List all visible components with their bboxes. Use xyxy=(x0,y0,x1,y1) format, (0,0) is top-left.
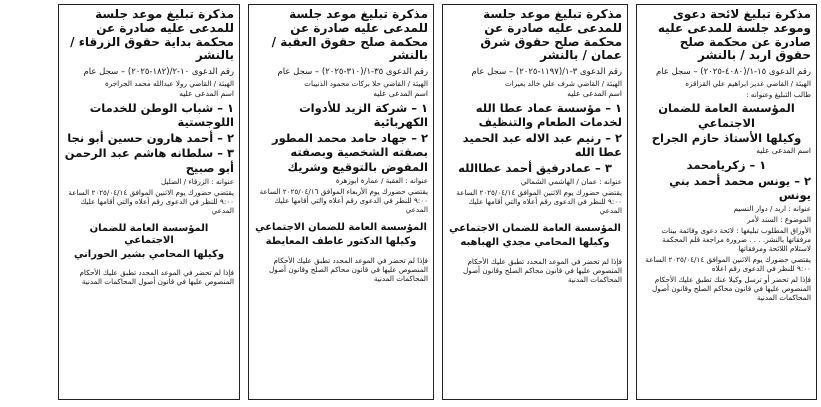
defendant-item: ١ – مؤسسة عماد عطا الله لخدمات الطعام والتنظيف xyxy=(475,101,622,130)
requester-label: طالب التبليغ وعنوانه : xyxy=(746,90,811,100)
notice-zarqa xyxy=(58,4,240,400)
case-number: رقم الدعوى ١٥-١/(٤٠٨٠-٢٠٢٥) – سجل عام xyxy=(655,67,811,78)
judge: الهيئة / القاضي رولا عبدالله محمد الجراجرة xyxy=(105,79,234,89)
notice-east-amman xyxy=(442,4,628,400)
subject: الموضوع : السند لأمر xyxy=(747,215,811,225)
appearance-text: يقتضي حضورك يوم الاثنين الموافق ٢٠٢٥/٠٤/١٤ الساعة ٩:٠٠ للنظر في الدعوى رقم أعلاه والتي أقامها عليك المدعي xyxy=(68,187,234,215)
defendant-label: اسم المدعى عليه xyxy=(179,89,234,99)
defendant-item: ٢ – أحمد هارون حسين أبو نجا xyxy=(67,130,234,145)
address: عنوانه : العقبة / عمارة ابوزهرة xyxy=(335,175,428,185)
footer-text: فإذا لم تحضر في الموعد المحدد تطبق عليك الأحكام المنصوص عليها في قانون محاكم الصلح وقانون أصول المحاكمات المدنية xyxy=(269,255,428,283)
address: عنوانه : عمان / الهاشمي الشمالي xyxy=(520,176,622,186)
defendant-item: ٢ – يونس محمد أحمد بني يونس xyxy=(669,173,811,202)
appearance-text: يقتضي حضورك يوم الاثنين الموافق ٢٠٢٥/٠٤/١٤ الساعة ٩:٠٠ للنظر في الدعوى رقم اعلاه xyxy=(645,255,811,274)
case-number: رقم الدعوى ١٠-٢/(١٨٢-٢٠٢٥) – سجل عام xyxy=(83,67,234,78)
plaintiff-name: المؤسسة العامة للضمان الاجتماعي xyxy=(255,221,427,233)
case-number: رقم الدعوى ٣٥-١/(٣١٠-٢٠٢٥) – سجل عام xyxy=(277,67,428,78)
footer-text: فإذا لم تحضر أو ترسل وكيلا عنك تطبق عليك الأحكام المنصوص عليها في قانون محاكم الصلح وقانون أصول المحاكمات المدنية xyxy=(652,275,811,303)
footer-text: فإذا لم تحضر في الموعد المحدد تطبق عليك الأحكام المنصوص عليها في قانون محاكم الصلح وقانون أصول المحاكمات المدنية xyxy=(463,256,622,284)
plaintiff-rep: وكيلها المحامي مجدي الهباهبه xyxy=(460,236,610,248)
notice-title: مذكرة تبليغ موعد جلسة للمدعى عليه صادرة عن محكمة بداية حقوق الزرقاء / بالنشر xyxy=(70,7,234,63)
defendant-item: ٢ – رنيم عبد الاله عبد الحميد عطا الله xyxy=(462,130,622,160)
plaintiff-name: المؤسسة العامة للضمان الاجتماعي xyxy=(449,222,621,234)
defendant-item: ٣ – عمادرفيق أحمد عطاالله xyxy=(458,160,612,175)
judge: الهيئة / القاضي حلا بركات محمود الذنيبات xyxy=(304,79,428,89)
defendant-item: ١ – شركة الزيد للأدوات الكهربائية xyxy=(299,101,428,130)
defendant-item: ١ – شباب الوطن للخدمات اللوجستية xyxy=(89,101,234,130)
documents: الأوراق المطلوب تبليغها : لائحة دعوى وقائمة بينات مرفقاتها بالنشر. . . . ضرورة مراجعة قلم المحكمة لاستلام اللائحة ومرفقاتها xyxy=(661,226,811,254)
defendant-label: اسم المدعى عليه xyxy=(373,89,428,99)
requester-name: المؤسسة العامة للضمان الاجتماعي xyxy=(658,101,795,130)
case-number: رقم الدعوى ٣-١/(١١٩٧-٢٠٢٥) – سجل عام xyxy=(471,67,622,78)
defendant-label: اسم المدعى عليه xyxy=(567,89,622,99)
defendant-item: ٢ – جهاد حامد محمد المطور بصفته الشخصية وبصفته المفوض بالتوقيع وشريك xyxy=(271,130,428,174)
requester-rep: وكيلها الأستاذ حازم الجراح xyxy=(651,130,802,145)
plaintiff-name: المؤسسة العامة للضمان الاجتماعي xyxy=(89,222,209,246)
address: عنوانه : الزرقاء / الضليل xyxy=(160,176,234,186)
notice-title: مذكرة تبليغ لائحة دعوى وموعد جلسة للمدعى عليه صادرة عن محكمة صلح حقوق اربد / بالنشر xyxy=(657,7,811,63)
notice-title: مذكرة تبليغ موعد جلسة للمدعى عليه صادرة عن محكمة صلح حقوق شرق عمان / بالنشر xyxy=(480,7,622,63)
address: عنوانه : اربد / دوار النسيم xyxy=(733,204,811,214)
notice-title: مذكرة تبليغ موعد جلسة للمدعى عليه صادرة عن محكمة صلح حقوق العقبة / بالنشر xyxy=(271,7,428,63)
footer-text: فإذا لم تحضر في الموعد المحدد تطبق عليك الأحكام المنصوص عليها في قانون أصول المحاكمات المدنية xyxy=(79,268,234,287)
appearance-text: يقتضي حضورك يوم الأربعاء الموافق ٢٠٢٥/٠٤/١٦ الساعة ٩:٠٠ للنظر في الدعوى رقم أعلاه والتي أقامها عليك المدعي xyxy=(259,186,428,214)
plaintiff-rep: وكيلها الدكتور عاطف المعايطة xyxy=(265,235,417,247)
notice-irbid xyxy=(636,4,817,400)
appearance-text: يقتضي حضورك يوم الاثنين الموافق ٢٠٢٥/٠٤/١٤ الساعة ٩:٠٠ للنظر في الدعوى رقم أعلاه والتي أقامها عليك المدعي xyxy=(456,187,622,215)
judge: الهيئة / القاضي شرف علي خالد بعيرات xyxy=(505,79,622,89)
defendant-item: ٣ – سلطانه هاشم عبد الرحمن أبو صبيح xyxy=(64,146,234,175)
notice-aqaba xyxy=(248,4,434,400)
defendant-item: ١ – زكريامحمد xyxy=(686,158,767,173)
plaintiff-rep: وكيلها المحامي بشير الحوراني xyxy=(73,248,225,260)
judge: الهيئة / القاضي غدير ابراهيم علي القزاقزه xyxy=(685,79,811,89)
defendant-label: اسم المدعى عليه xyxy=(756,146,811,156)
